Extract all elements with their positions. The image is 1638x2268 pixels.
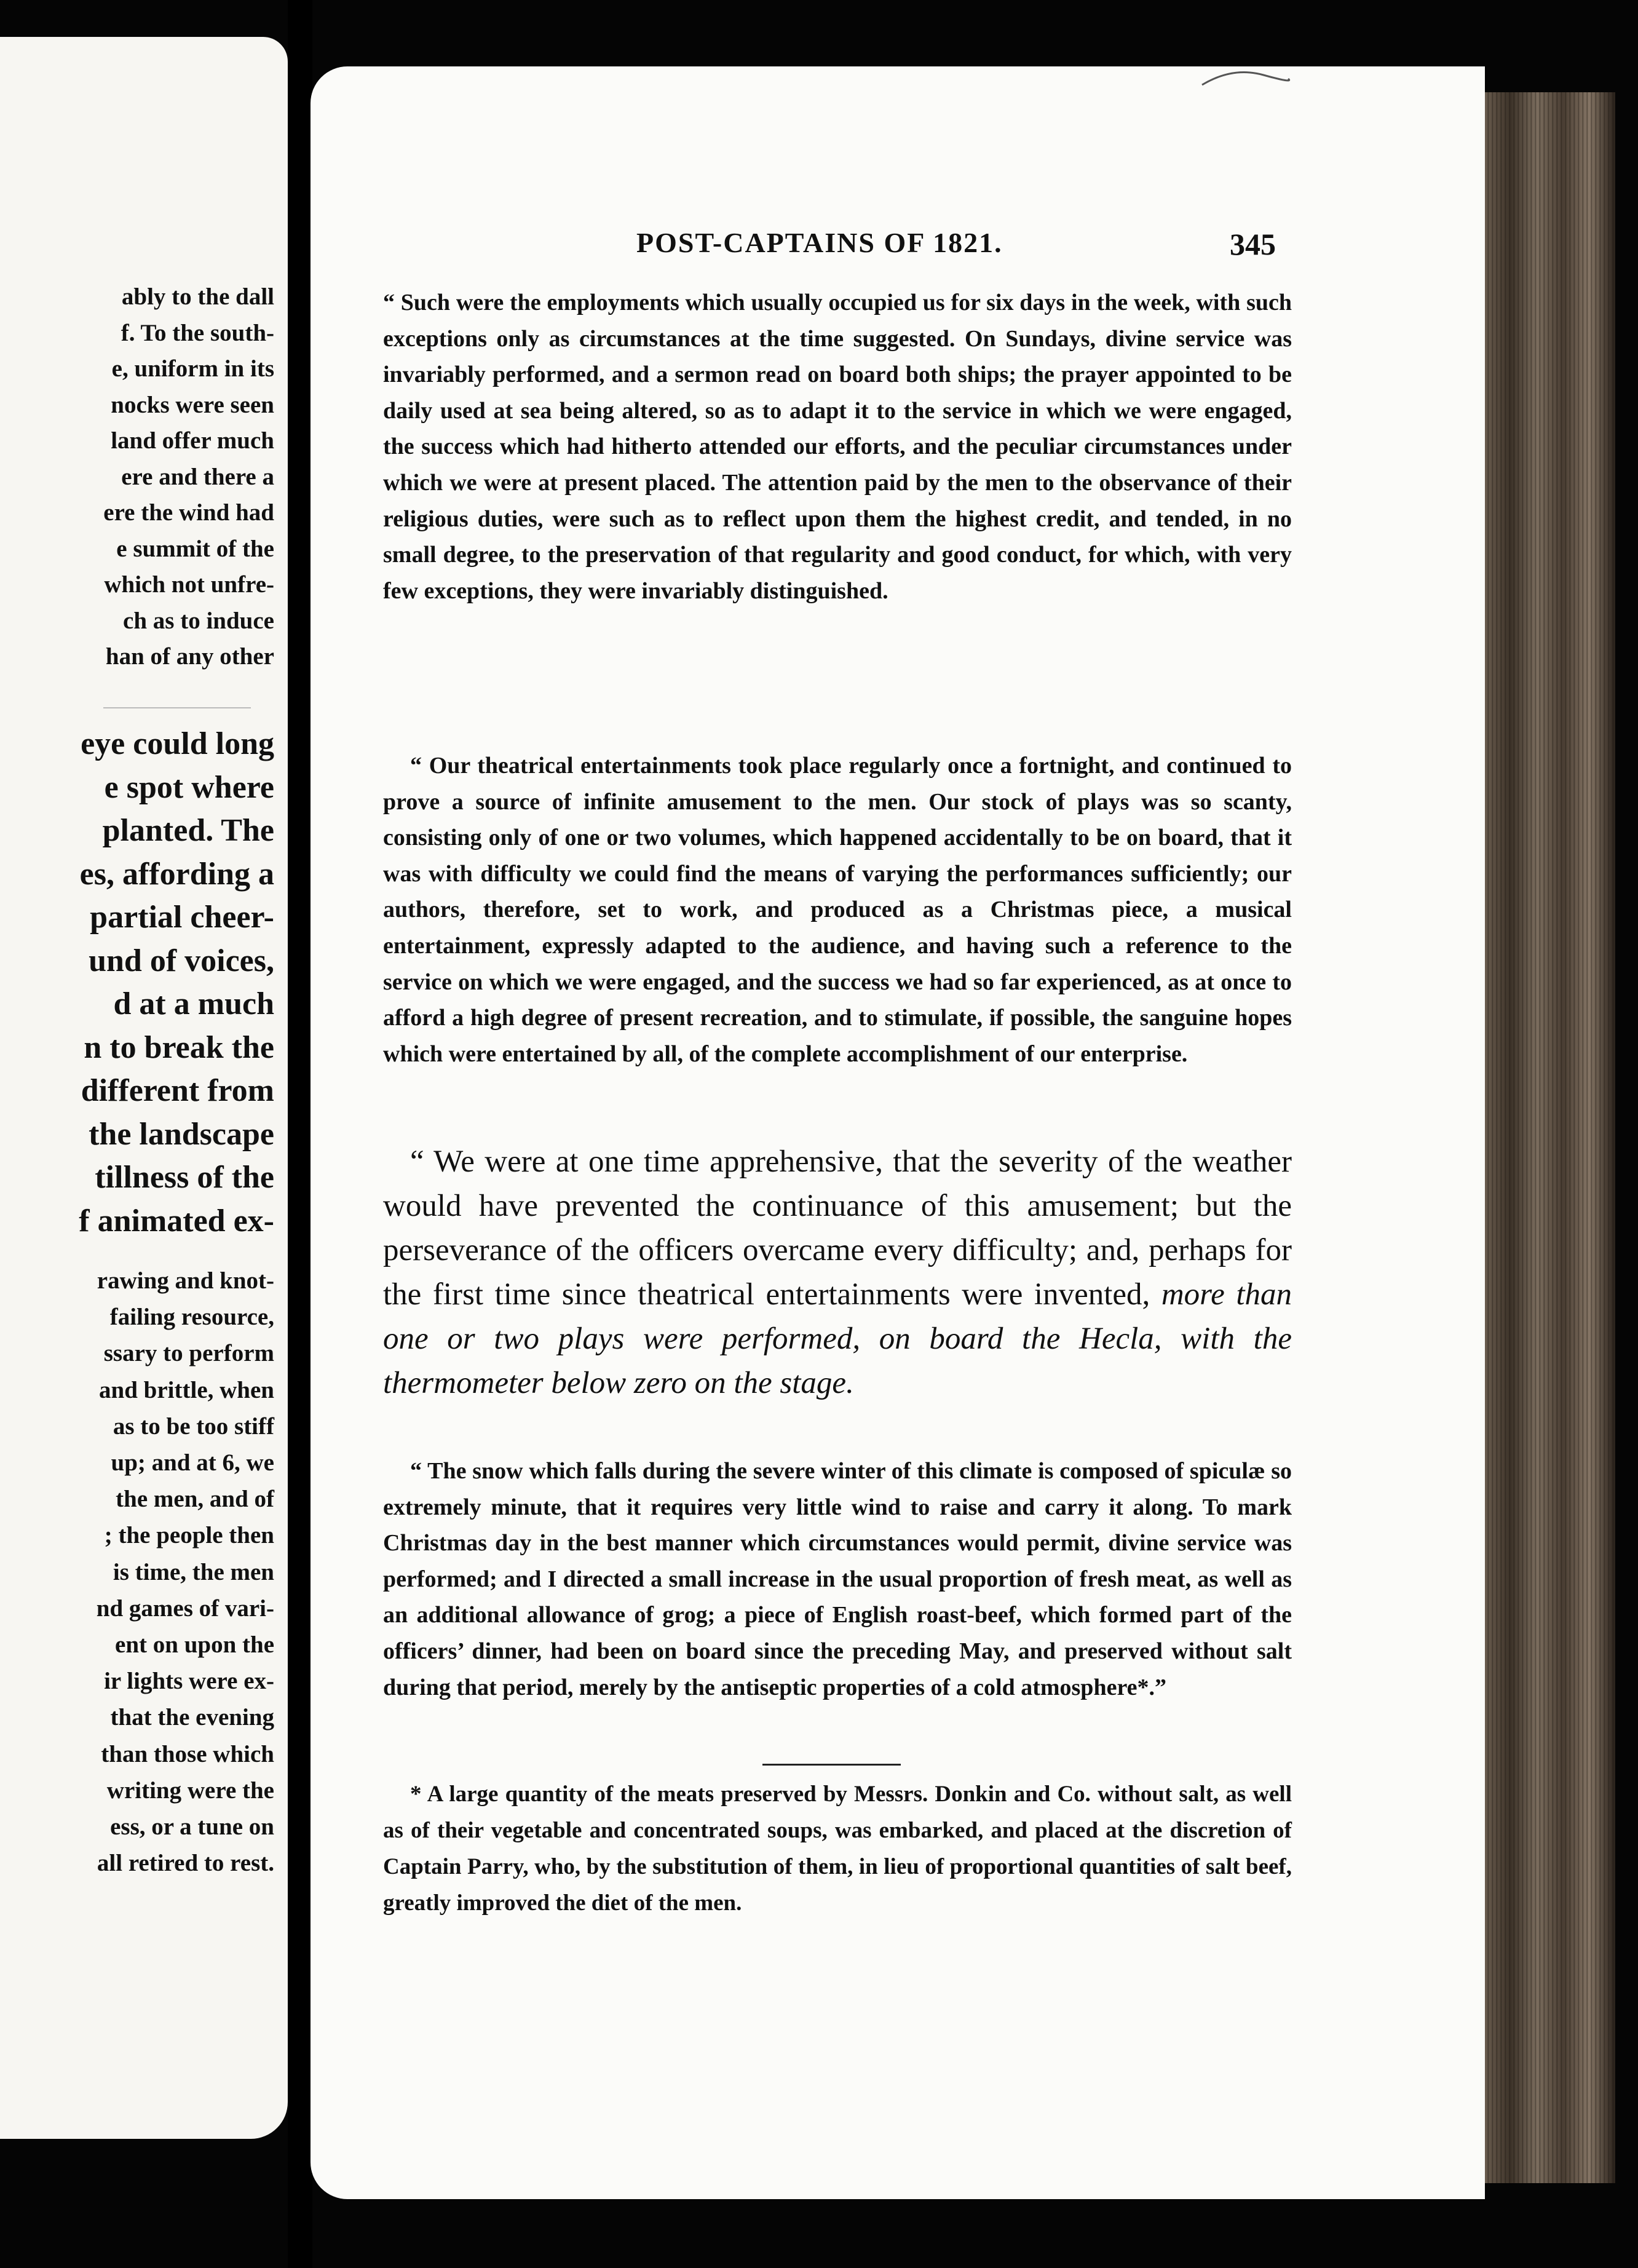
left-page-line: planted. The — [102, 813, 274, 848]
running-head: POST-CAPTAINS OF 1821. — [636, 227, 1003, 258]
left-page-line: ssary to perform — [103, 1340, 274, 1367]
left-page-line: ably to the dall — [121, 284, 274, 310]
left-page-line: f. To the south- — [121, 319, 274, 346]
left-page-line: up; and at 6, we — [111, 1449, 274, 1476]
paragraph-3-text — [383, 1140, 1292, 1405]
left-page-line: rawing and knot- — [97, 1267, 274, 1294]
left-page-line: the men, and of — [116, 1486, 274, 1513]
left-page-line: land offer much — [111, 427, 274, 454]
left-page-line: e spot where — [104, 769, 274, 805]
right-page — [311, 66, 1485, 2199]
left-page-line: which not unfre- — [104, 571, 274, 598]
left-page-line: ere the wind had — [103, 499, 274, 526]
left-page-divider — [103, 707, 251, 708]
left-page-line: ess, or a tune on — [110, 1814, 274, 1840]
paragraph-1 — [383, 285, 1292, 609]
scan-artifact-icon — [1196, 66, 1294, 91]
left-page-line: n to break the — [84, 1029, 274, 1065]
paragraph-4-text: “ The snow which falls during the severe winter of this climate is composed of spiculæ so extremely minute, that it requires very little wind to raise and carry it along. To mark Christmas day in the best manner which circumstances would permit, divine service was performed; and I directed a small increase in the usual proportion of fresh meat, as well as an additional allowance of grog; a piece of English roast-beef, which formed part of the officers’ dinner, had been on board since the preceding May, and preserved without salt during that period, merely by the antiseptic properties of a cold atmosphere*.” — [383, 1458, 1292, 1700]
footnote: * A large quantity of the meats preserved by Messrs. Donkin and Co. without salt, as well as of their vegetable and concentrated soups, was embarked, and placed at the discretion of Captain Parry, who, by the substitution of them, in lieu of proportional quantities of salt beef, greatly improved the diet of the men. — [383, 1782, 1292, 1916]
page-header — [311, 226, 1485, 276]
left-page-line: different from — [81, 1073, 274, 1108]
left-page-line: failing resource, — [109, 1304, 274, 1331]
left-page-line: und of voices, — [89, 943, 274, 978]
left-page-line: ir lights were ex- — [104, 1668, 274, 1695]
page-number: 345 — [1230, 227, 1276, 261]
left-page-line: writing were the — [106, 1777, 274, 1804]
left-page-line: e summit of the — [116, 535, 274, 562]
paragraph-3-italic: more than one or two plays were performed, on board the Hecla, with the thermometer below zero on the stage. — [383, 1277, 1292, 1400]
page-edge-texture — [1485, 92, 1615, 2183]
paragraph-3-plain: “ We were at one time apprehensive, that the severity of the weather would have prevented the continuance of this amusement; but the perseverance of the officers overcame every difficulty; and, perhaps for the first time since theatrical entertainments were invented, — [383, 1144, 1292, 1312]
paragraph-4 — [383, 1453, 1292, 1705]
left-page-line: partial cheer- — [90, 900, 274, 935]
left-page-line: ere and there a — [121, 463, 274, 490]
left-page-line: ent on upon the — [115, 1632, 274, 1658]
paragraph-2-text: “ Our theatrical entertainments took place regularly once a fortnight, and continued to prove a source of infinite amusement to the men. Our stock of plays was so scanty, consisting only of one or two volumes, which happened accidentally to be on board, that it was with difficulty we could find the means of varying the performances sufficiently; our authors, therefore, set to work, and produced as a Christmas piece, a musical entertainment, expressly adapted to the audience, and having such a reference to the service on which we were engaged, and the success we had so far experienced, as at once to afford a high degree of present recreation, and to stimulate, if possible, the sanguine hopes which were entertained by all, of the complete accomplishment of our enterprise. — [383, 753, 1292, 1067]
left-page-line: ; the people then — [104, 1522, 274, 1549]
left-page-line: nd games of vari- — [96, 1595, 274, 1622]
left-page-line: the landscape — [89, 1116, 274, 1152]
left-page-line: and brittle, when — [99, 1376, 274, 1403]
book-gutter — [288, 0, 312, 2268]
left-page-line: d at a much — [113, 986, 274, 1021]
left-page-line: than those which — [101, 1740, 274, 1767]
paragraph-3 — [383, 1140, 1292, 1405]
left-facing-page — [0, 37, 288, 2139]
left-page-line: that the evening — [110, 1704, 274, 1731]
paragraph-2 — [383, 748, 1292, 1072]
left-page-line: as to be too stiff — [113, 1413, 274, 1440]
left-page-line: eye could long — [81, 726, 274, 761]
paragraph-1-text: “ Such were the employments which usually occupied us for six days in the week, with such exceptions only as circumstances at the time suggested. On Sundays, divine service was invariably performed, and a sermon read on board both ships; the prayer appointed to be daily used at sea being altered, so as to adapt it to the service in which we were engaged, the success which had hitherto attended our efforts, and the peculiar circumstances under which we were at present placed. The attention paid by the men to the observance of their religious duties, were such as to reflect upon them the highest credit, and tended, in no small degree, to the preservation of that regularity and good conduct, for which, with very few exceptions, they were invariably distinguished. — [383, 290, 1292, 604]
left-page-line: tillness of the — [95, 1160, 274, 1195]
left-page-line: han of any other — [105, 643, 274, 670]
left-page-line: is time, the men — [113, 1558, 274, 1585]
left-page-line: ch as to induce — [123, 607, 274, 634]
left-page-line: all retired to rest. — [97, 1850, 274, 1877]
left-page-line: f animated ex- — [79, 1203, 274, 1239]
left-page-line: nocks were seen — [111, 391, 274, 418]
left-page-line: es, affording a — [79, 856, 274, 892]
footnote-rule — [762, 1764, 901, 1766]
left-page-line: e, uniform in its — [111, 355, 274, 382]
